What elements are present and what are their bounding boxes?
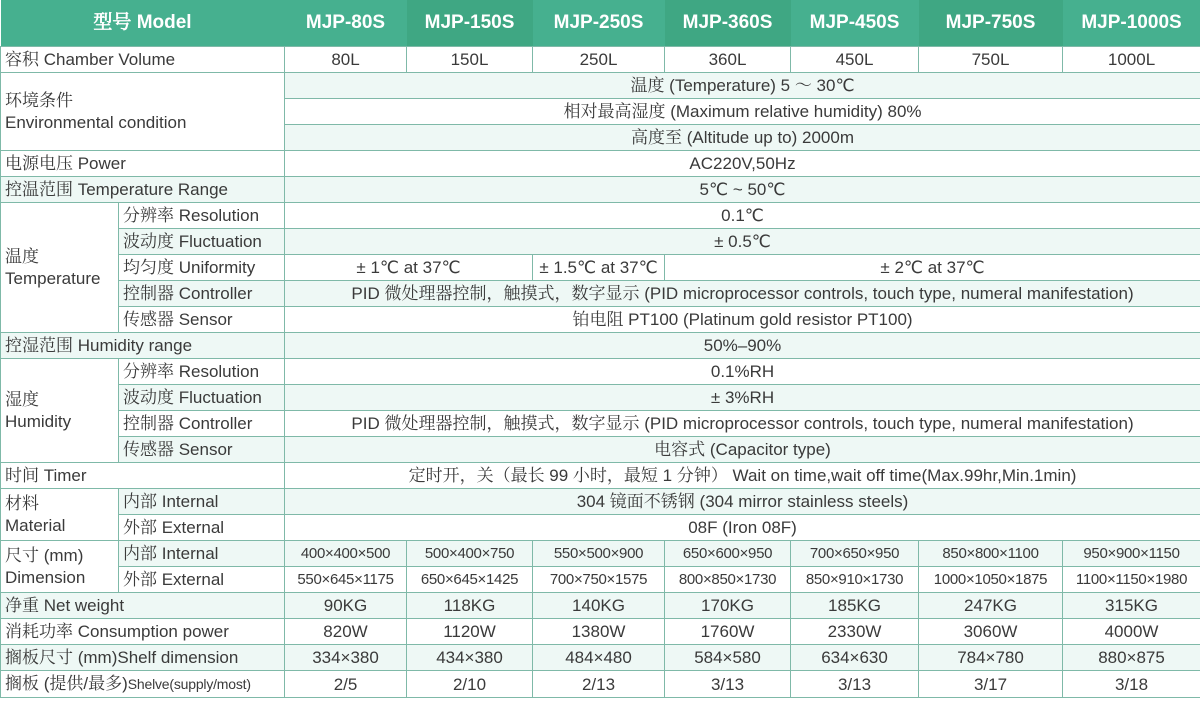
row-label <box>1 541 119 593</box>
cell-value: 90KG <box>285 593 407 619</box>
cell-value: 1380W <box>533 619 665 645</box>
cell-value: 700×750×1575 <box>533 567 665 593</box>
label-cn: 材料 <box>5 493 39 513</box>
model-name: MJP-360S <box>665 0 791 47</box>
cell-value: 170KG <box>665 593 791 619</box>
sub-label: 控制器 Controller <box>119 281 285 307</box>
header-row <box>1 0 1200 47</box>
humidity-row <box>1 385 1200 411</box>
row-label: 电源电压 Power <box>1 151 285 177</box>
cell-value: 50%–90% <box>285 333 1200 359</box>
cell-value: 3/13 <box>665 671 791 698</box>
sub-label: 波动度 Fluctuation <box>119 229 285 255</box>
shelf-dimension-row <box>1 645 1200 671</box>
label-en: Temperature <box>5 268 101 288</box>
cell-value: 784×780 <box>919 645 1063 671</box>
row-label: 时间 Timer <box>1 463 285 489</box>
cell-value: 850×910×1730 <box>791 567 919 593</box>
row-label: 控湿范围 Humidity range <box>1 333 285 359</box>
sub-label: 波动度 Fluctuation <box>119 385 285 411</box>
sub-label: 内部 Internal <box>119 541 285 567</box>
cell-value: 500×400×750 <box>407 541 533 567</box>
label-en: Shelve(supply/most) <box>127 676 251 692</box>
cell-value: PID 微处理器控制，触摸式，数字显示 (PID microprocessor controls, touch type, numeral manifestation) <box>285 281 1200 307</box>
label-en: Dimension <box>5 567 86 587</box>
humidity-row <box>1 359 1200 385</box>
sub-label: 分辨率 Resolution <box>119 359 285 385</box>
shelves-row <box>1 671 1200 698</box>
sub-label: 均匀度 Uniformity <box>119 255 285 281</box>
label-cn: 环境条件 <box>5 90 73 110</box>
sub-label: 外部 External <box>119 567 285 593</box>
cell-value: 5℃ ~ 50℃ <box>285 177 1200 203</box>
label-cn: 温度 <box>5 246 39 266</box>
cell-value: 334×380 <box>285 645 407 671</box>
net-weight-row <box>1 593 1200 619</box>
material-row <box>1 489 1200 515</box>
label-cn: 搁板 (提供/最多) <box>5 674 128 693</box>
model-name: MJP-80S <box>285 0 407 47</box>
cell-value: ± 3%RH <box>285 385 1200 411</box>
cell-value: 3060W <box>919 619 1063 645</box>
environment-row <box>1 73 1200 99</box>
cell-value: 4000W <box>1063 619 1200 645</box>
cell-value: 634×630 <box>791 645 919 671</box>
cell-value: 相对最高湿度 (Maximum relative humidity) 80% <box>285 99 1200 125</box>
power-row <box>1 151 1200 177</box>
cell-value: PID 微处理器控制，触摸式，数字显示 (PID microprocessor controls, touch type, numeral manifestation) <box>285 411 1200 437</box>
cell-value: 400×400×500 <box>285 541 407 567</box>
cell-value: 2330W <box>791 619 919 645</box>
cell-value: 950×900×1150 <box>1063 541 1200 567</box>
row-label <box>1 489 119 541</box>
cell-value: 铂电阻 PT100 (Platinum gold resistor PT100) <box>285 307 1200 333</box>
dimension-row <box>1 541 1200 567</box>
cell-value: 1000L <box>1063 47 1200 73</box>
cell-value: 650×600×950 <box>665 541 791 567</box>
humidity-range-row <box>1 333 1200 359</box>
cell-value: 3/17 <box>919 671 1063 698</box>
cell-value: 1000×1050×1875 <box>919 567 1063 593</box>
cell-value: 450L <box>791 47 919 73</box>
cell-value: 3/13 <box>791 671 919 698</box>
cell-value: 750L <box>919 47 1063 73</box>
model-name: MJP-250S <box>533 0 665 47</box>
label-en: Material <box>5 515 66 535</box>
cell-value: 2/13 <box>533 671 665 698</box>
cell-value: 0.1%RH <box>285 359 1200 385</box>
cell-value: 150L <box>407 47 533 73</box>
cell-value: 温度 (Temperature) 5 ～ 30℃ <box>285 73 1200 99</box>
sub-label: 分辨率 Resolution <box>119 203 285 229</box>
model-name: MJP-1000S <box>1063 0 1200 47</box>
row-label: 消耗功率 Consumption power <box>1 619 285 645</box>
cell-value: 电容式 (Capacitor type) <box>285 437 1200 463</box>
temperature-row <box>1 229 1200 255</box>
cell-value: 550×645×1175 <box>285 567 407 593</box>
cell-value: 1760W <box>665 619 791 645</box>
humidity-row <box>1 411 1200 437</box>
cell-value: 1120W <box>407 619 533 645</box>
model-name: MJP-150S <box>407 0 533 47</box>
sub-label: 外部 External <box>119 515 285 541</box>
cell-value: 3/18 <box>1063 671 1200 698</box>
temp-range-row <box>1 177 1200 203</box>
cell-value: 550×500×900 <box>533 541 665 567</box>
sub-label: 传感器 Sensor <box>119 307 285 333</box>
cell-value: ± 1.5℃ at 37℃ <box>533 255 665 281</box>
cell-value: 1100×1150×1980 <box>1063 567 1200 593</box>
cell-value: ± 2℃ at 37℃ <box>665 255 1200 281</box>
temperature-row <box>1 255 1200 281</box>
label-cn: 湿度 <box>5 389 39 409</box>
label-cn: 尺寸 (mm) <box>5 545 84 565</box>
row-label <box>1 359 119 463</box>
cell-value: 880×875 <box>1063 645 1200 671</box>
humidity-row <box>1 437 1200 463</box>
model-name: MJP-750S <box>919 0 1063 47</box>
sub-label: 内部 Internal <box>119 489 285 515</box>
cell-value: 定时开，关（最长 99 小时，最短 1 分钟） Wait on time,wait off time(Max.99hr,Min.1min) <box>285 463 1200 489</box>
cell-value: 08F (Iron 08F) <box>285 515 1200 541</box>
cell-value: ± 0.5℃ <box>285 229 1200 255</box>
cell-value: 650×645×1425 <box>407 567 533 593</box>
row-label: 搁板尺寸 (mm)Shelf dimension <box>1 645 285 671</box>
row-label: 控温范围 Temperature Range <box>1 177 285 203</box>
material-row <box>1 515 1200 541</box>
cell-value: 315KG <box>1063 593 1200 619</box>
cell-value: 2/10 <box>407 671 533 698</box>
label-en: Humidity <box>5 411 72 431</box>
label-en: Environmental condition <box>5 112 187 132</box>
cell-value: 800×850×1730 <box>665 567 791 593</box>
cell-value: 434×380 <box>407 645 533 671</box>
temperature-row <box>1 203 1200 229</box>
model-header: 型号 Model <box>1 0 285 47</box>
consumption-row <box>1 619 1200 645</box>
cell-value: 304 镜面不锈钢 (304 mirror stainless steels) <box>285 489 1200 515</box>
cell-value: 247KG <box>919 593 1063 619</box>
row-label <box>1 73 285 151</box>
temperature-row <box>1 307 1200 333</box>
row-label <box>1 203 119 333</box>
cell-value: 820W <box>285 619 407 645</box>
cell-value: 250L <box>533 47 665 73</box>
cell-value: 360L <box>665 47 791 73</box>
model-name: MJP-450S <box>791 0 919 47</box>
timer-row <box>1 463 1200 489</box>
temperature-row <box>1 281 1200 307</box>
cell-value: 484×480 <box>533 645 665 671</box>
dimension-row <box>1 567 1200 593</box>
cell-value: ± 1℃ at 37℃ <box>285 255 533 281</box>
cell-value: 0.1℃ <box>285 203 1200 229</box>
row-label: 净重 Net weight <box>1 593 285 619</box>
row-label <box>1 671 285 698</box>
cell-value: 140KG <box>533 593 665 619</box>
cell-value: 185KG <box>791 593 919 619</box>
cell-value: 700×650×950 <box>791 541 919 567</box>
cell-value: 80L <box>285 47 407 73</box>
row-label: 容积 Chamber Volume <box>1 47 285 73</box>
cell-value: 584×580 <box>665 645 791 671</box>
sub-label: 传感器 Sensor <box>119 437 285 463</box>
cell-value: AC220V,50Hz <box>285 151 1200 177</box>
cell-value: 850×800×1100 <box>919 541 1063 567</box>
cell-value: 2/5 <box>285 671 407 698</box>
cell-value: 高度至 (Altitude up to) 2000m <box>285 125 1200 151</box>
sub-label: 控制器 Controller <box>119 411 285 437</box>
volume-row <box>1 47 1200 73</box>
cell-value: 118KG <box>407 593 533 619</box>
